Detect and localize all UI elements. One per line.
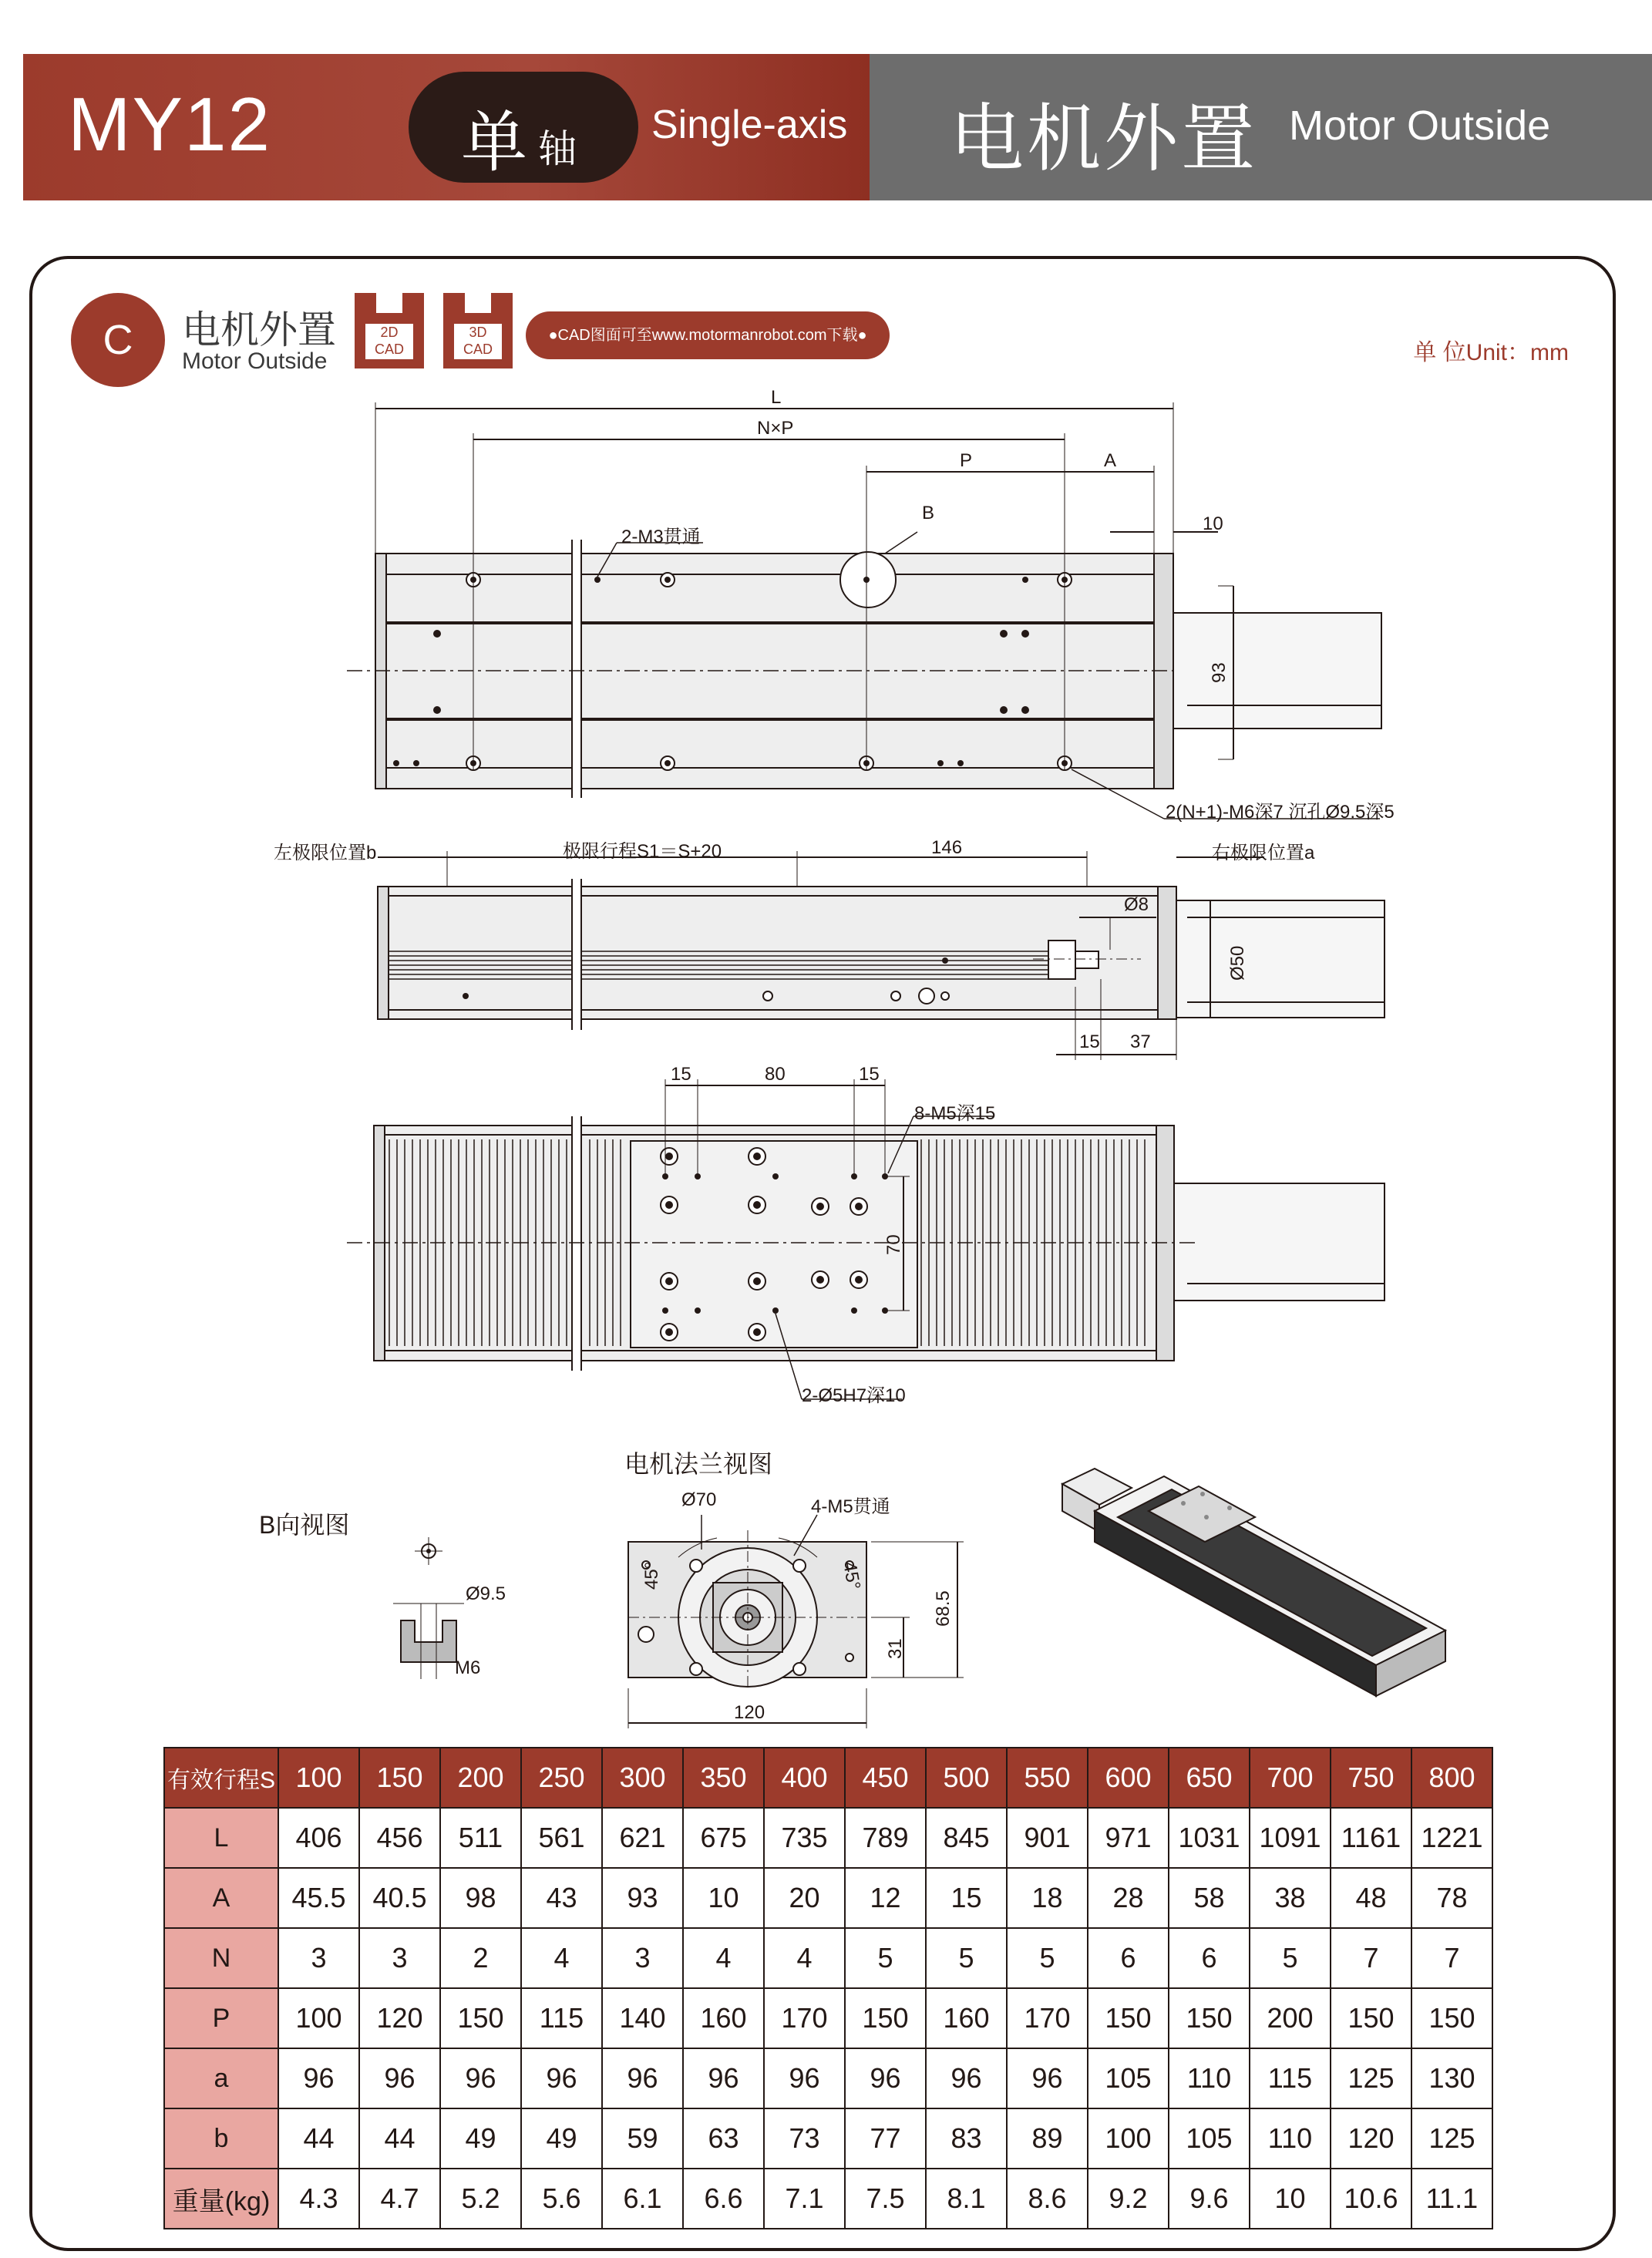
note-m6: 2(N+1)-M6深7 沉孔Ø9.5深5: [1166, 802, 1395, 823]
right-limit-label: 右极限位置a: [1212, 843, 1315, 863]
row-label: a: [164, 2048, 278, 2108]
table-cell: 7.5: [845, 2169, 926, 2229]
table-cell: 8.1: [926, 2169, 1007, 2229]
stroke-label: 极限行程S1＝S+20: [563, 841, 722, 862]
table-cell: 115: [1250, 2048, 1331, 2108]
stroke-cell: 350: [683, 1748, 764, 1808]
unit-label: 单 位Unit：mm: [1413, 340, 1569, 365]
stroke-cell: 700: [1250, 1748, 1331, 1808]
table-cell: 789: [845, 1808, 926, 1868]
cad-3d-label-bottom: CAD: [463, 342, 493, 357]
table-cell: 6: [1088, 1928, 1169, 1988]
table-cell: 971: [1088, 1808, 1169, 1868]
flange-view: [628, 1515, 964, 1728]
type-en: Single-axis: [651, 103, 848, 147]
flange-view-title: 电机法兰视图: [624, 1450, 773, 1478]
cad-2d-label-bottom: CAD: [374, 342, 404, 357]
table-cell: 10: [683, 1868, 764, 1928]
table-cell: 735: [764, 1808, 845, 1868]
model-name: MY12: [68, 82, 272, 167]
angle-right: 45°: [839, 1560, 865, 1592]
dim-a: A: [1104, 450, 1117, 471]
table-cell: 125: [1331, 2048, 1411, 2108]
table-cell: 621: [602, 1808, 683, 1868]
cad-download-link[interactable]: ●CAD图面可至www.motormanrobot.com下载●: [526, 311, 890, 359]
table-cell: 1091: [1250, 1808, 1331, 1868]
table-cell: 96: [521, 2048, 602, 2108]
table-cell: 5.6: [521, 2169, 602, 2229]
table-cell: 89: [1007, 2108, 1088, 2169]
dim-70: 70: [883, 1234, 904, 1255]
dim-15: 15: [1079, 1031, 1100, 1052]
table-cell: 100: [1088, 2108, 1169, 2169]
table-cell: 5: [926, 1928, 1007, 1988]
table-cell: 5: [845, 1928, 926, 1988]
table-cell: 120: [359, 1988, 440, 2048]
dim-np: N×P: [757, 418, 794, 439]
table-cell: 96: [1007, 2048, 1088, 2108]
table-cell: 4.3: [278, 2169, 359, 2229]
title-en: Motor Outside: [1289, 103, 1551, 149]
table-cell: 456: [359, 1808, 440, 1868]
table-cell: 96: [278, 2048, 359, 2108]
table-cell: 150: [1169, 1988, 1250, 2048]
table-cell: 150: [1411, 1988, 1492, 2048]
table-cell: 59: [602, 2108, 683, 2169]
angle-left: 45°: [641, 1561, 662, 1590]
table-cell: 40.5: [359, 1868, 440, 1928]
table-cell: 43: [521, 1868, 602, 1928]
table-cell: 96: [440, 2048, 521, 2108]
table-cell: 83: [926, 2108, 1007, 2169]
table-header-row: [164, 1748, 1492, 1808]
table-cell: 7: [1411, 1928, 1492, 1988]
table-cell: 150: [440, 1988, 521, 2048]
table-cell: 5: [1250, 1928, 1331, 1988]
table-cell: 18: [1007, 1868, 1088, 1928]
table-cell: 3: [278, 1928, 359, 1988]
table-cell: 130: [1411, 2048, 1492, 2108]
table-cell: 1221: [1411, 1808, 1492, 1868]
stroke-cell: 750: [1331, 1748, 1411, 1808]
table-row: [164, 1988, 1492, 2048]
table-cell: 9.6: [1169, 2169, 1250, 2229]
table-cell: 2: [440, 1928, 521, 1988]
table-cell: 12: [845, 1868, 926, 1928]
table-cell: 63: [683, 2108, 764, 2169]
table-cell: 150: [1088, 1988, 1169, 2048]
table-cell: 675: [683, 1808, 764, 1868]
dim-15-right: 15: [859, 1064, 880, 1085]
dim-d50: Ø50: [1227, 945, 1248, 981]
table-cell: 110: [1250, 2108, 1331, 2169]
note-m5: 8-M5深15: [914, 1103, 996, 1124]
stroke-cell: 500: [926, 1748, 1007, 1808]
stroke-cell: 450: [845, 1748, 926, 1808]
stroke-cell: 100: [278, 1748, 359, 1808]
table-cell: 3: [602, 1928, 683, 1988]
stroke-cell: 200: [440, 1748, 521, 1808]
table-cell: 150: [1331, 1988, 1411, 2048]
stroke-cell: 800: [1411, 1748, 1492, 1808]
table-cell: 140: [602, 1988, 683, 2048]
table-row: [164, 2048, 1492, 2108]
table-row: [164, 1928, 1492, 1988]
table-cell: 845: [926, 1808, 1007, 1868]
table-cell: 58: [1169, 1868, 1250, 1928]
cad-2d-label-top: 2D: [380, 325, 399, 340]
table-header-label: 有效行程S: [164, 1748, 278, 1808]
stroke-cell: 550: [1007, 1748, 1088, 1808]
row-label: L: [164, 1808, 278, 1868]
dim-80: 80: [765, 1064, 786, 1085]
table-cell: 406: [278, 1808, 359, 1868]
table-cell: 28: [1088, 1868, 1169, 1928]
table-cell: 77: [845, 2108, 926, 2169]
stroke-cell: 600: [1088, 1748, 1169, 1808]
table-cell: 6: [1169, 1928, 1250, 1988]
stroke-cell: 300: [602, 1748, 683, 1808]
table-cell: 120: [1331, 2108, 1411, 2169]
section-title-en: Motor Outside: [182, 348, 328, 374]
table-cell: 4: [521, 1928, 602, 1988]
table-cell: 7.1: [764, 2169, 845, 2229]
dim-68-5: 68.5: [933, 1590, 954, 1627]
table-cell: 48: [1331, 1868, 1411, 1928]
table-cell: 96: [359, 2048, 440, 2108]
table-cell: 150: [845, 1988, 926, 2048]
table-cell: 1031: [1169, 1808, 1250, 1868]
product-isometric: [1062, 1469, 1445, 1696]
table-cell: 4.7: [359, 2169, 440, 2229]
left-limit-label: 左极限位置b: [274, 843, 377, 863]
table-cell: 96: [845, 2048, 926, 2108]
bottom-view: [347, 1079, 1385, 1399]
row-label: b: [164, 2108, 278, 2169]
table-cell: 3: [359, 1928, 440, 1988]
table-cell: 115: [521, 1988, 602, 2048]
table-cell: 6.1: [602, 2169, 683, 2229]
row-label: 重量(kg): [164, 2169, 278, 2229]
table-cell: 9.2: [1088, 2169, 1169, 2229]
dim-d70: Ø70: [681, 1489, 717, 1510]
table-cell: 160: [926, 1988, 1007, 2048]
row-label: A: [164, 1868, 278, 1928]
table-row: [164, 1868, 1492, 1928]
dim-15-left: 15: [671, 1064, 691, 1085]
table-cell: 160: [683, 1988, 764, 2048]
dim-10: 10: [1203, 513, 1223, 534]
table-cell: 4: [764, 1928, 845, 1988]
dim-120: 120: [734, 1702, 765, 1723]
table-cell: 511: [440, 1808, 521, 1868]
table-cell: 73: [764, 2108, 845, 2169]
dim-d9-5: Ø9.5: [466, 1583, 506, 1604]
table-cell: 98: [440, 1868, 521, 1928]
table-cell: 170: [764, 1988, 845, 2048]
table-cell: 561: [521, 1808, 602, 1868]
table-cell: 96: [683, 2048, 764, 2108]
table-cell: 1161: [1331, 1808, 1411, 1868]
stroke-cell: 150: [359, 1748, 440, 1808]
spec-table: [163, 1747, 1493, 2229]
table-cell: 78: [1411, 1868, 1492, 1928]
dim-31: 31: [885, 1638, 906, 1659]
stroke-cell: 650: [1169, 1748, 1250, 1808]
row-label: P: [164, 1988, 278, 2048]
table-cell: 5: [1007, 1928, 1088, 1988]
section-title-cn: 电机外置: [182, 308, 336, 352]
dim-93: 93: [1209, 662, 1230, 683]
type-cn-small: 轴: [538, 127, 577, 170]
note-m3: 2-M3贯通: [621, 527, 701, 547]
title-cn: 电机外置: [950, 98, 1258, 180]
dim-37: 37: [1130, 1031, 1151, 1052]
table-cell: 15: [926, 1868, 1007, 1928]
stroke-cell: 250: [521, 1748, 602, 1808]
table-cell: 901: [1007, 1808, 1088, 1868]
table-cell: 44: [278, 2108, 359, 2169]
table-cell: 45.5: [278, 1868, 359, 1928]
section-letter-badge: C: [71, 293, 165, 387]
note-m5-through: 4-M5贯通: [811, 1496, 890, 1517]
table-cell: 125: [1411, 2108, 1492, 2169]
table-body: [164, 1808, 1492, 2229]
top-view: [347, 402, 1381, 819]
b-view-title: B向视图: [259, 1511, 350, 1539]
dim-p: P: [960, 450, 973, 471]
table-cell: 44: [359, 2108, 440, 2169]
b-direction-view: [393, 1537, 464, 1679]
table-cell: 8.6: [1007, 2169, 1088, 2229]
dim-146: 146: [931, 837, 963, 858]
type-cn-big: 单: [461, 106, 527, 180]
table-cell: 10.6: [1331, 2169, 1411, 2229]
table-cell: 6.6: [683, 2169, 764, 2229]
table-cell: 170: [1007, 1988, 1088, 2048]
dim-b: B: [922, 503, 935, 523]
cad-3d-label-top: 3D: [469, 325, 487, 340]
table-cell: 200: [1250, 1988, 1331, 2048]
table-cell: 20: [764, 1868, 845, 1928]
dim-l: L: [771, 387, 782, 408]
table-cell: 10: [1250, 2169, 1331, 2229]
table-cell: 105: [1169, 2108, 1250, 2169]
table-row: [164, 2108, 1492, 2169]
table-cell: 4: [683, 1928, 764, 1988]
table-cell: 96: [764, 2048, 845, 2108]
table-cell: 110: [1169, 2048, 1250, 2108]
table-cell: 11.1: [1411, 2169, 1492, 2229]
table-row: [164, 1808, 1492, 1868]
table-cell: 96: [926, 2048, 1007, 2108]
dim-d8: Ø8: [1124, 894, 1149, 915]
table-cell: 49: [521, 2108, 602, 2169]
table-cell: 7: [1331, 1928, 1411, 1988]
table-cell: 96: [602, 2048, 683, 2108]
stroke-cell: 400: [764, 1748, 845, 1808]
row-label: N: [164, 1928, 278, 1988]
table-cell: 38: [1250, 1868, 1331, 1928]
table-row: [164, 2169, 1492, 2229]
table-cell: 5.2: [440, 2169, 521, 2229]
table-cell: 105: [1088, 2048, 1169, 2108]
table-cell: 93: [602, 1868, 683, 1928]
table-cell: 100: [278, 1988, 359, 2048]
table-cell: 49: [440, 2108, 521, 2169]
note-pin: 2-Ø5H7深10: [802, 1385, 906, 1406]
dim-m6: M6: [455, 1657, 481, 1678]
